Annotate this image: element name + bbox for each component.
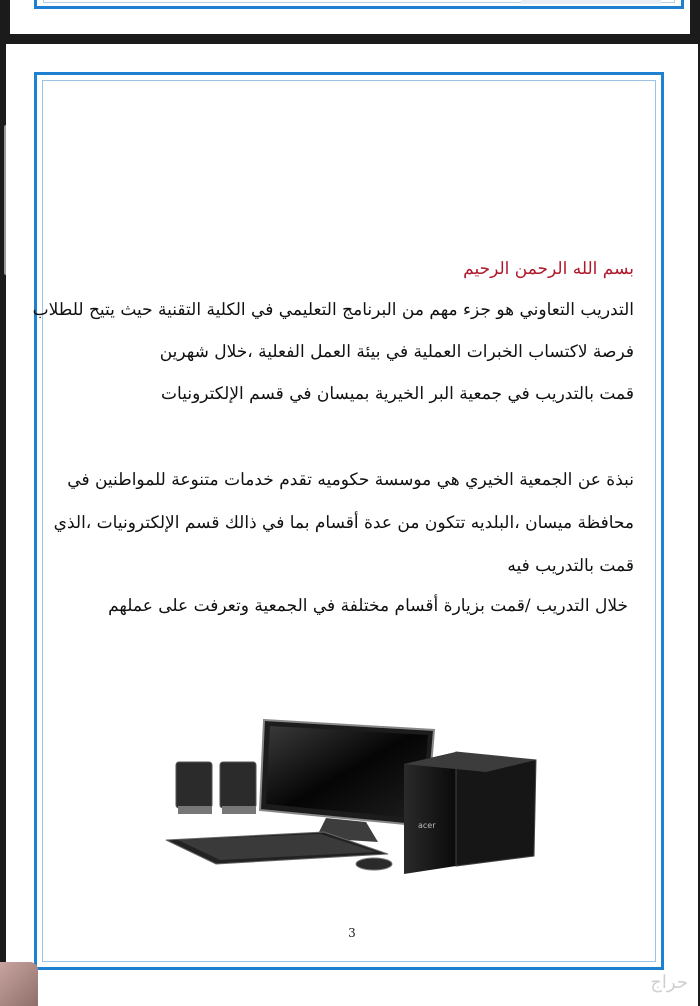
watermark: حراج: [650, 972, 688, 993]
paragraph2-line1: نبذة عن الجمعية الخيري هي موسسة حكوميه تقدم خدمات متنوعة للمواطنين في: [67, 470, 634, 490]
previous-page-shade: [521, 0, 661, 4]
speaker-right-icon: [220, 762, 256, 814]
thumbnail-preview[interactable]: [0, 962, 38, 1006]
page-number: 3: [348, 926, 356, 940]
pc-tower-icon: [404, 752, 536, 874]
document-page: [6, 44, 698, 1006]
brand-label: acer: [418, 821, 436, 830]
paragraph2-line2: محافظة ميسان ،البلديه تتكون من عدة أقسام بما في ذالك قسم الإلكترونيات ،الذي: [53, 513, 634, 533]
paragraph2-line3: قمت بالتدريب فيه: [507, 556, 634, 576]
paragraph1-line2: فرصة لاكتساب الخبرات العملية في بيئة العمل الفعلية ،خلال شهرين: [159, 342, 634, 362]
speaker-left-icon: [176, 762, 212, 814]
basmala-heading: بسم الله الرحمن الرحيم: [463, 259, 634, 279]
previous-page-fragment: [10, 0, 690, 34]
mouse-icon: [356, 858, 392, 870]
paragraph1-line1: التدريب التعاوني هو جزء مهم من البرنامج التعليمي في الكلية التقنية حيث يتيح للطلاب: [32, 300, 634, 320]
previous-page-border: [34, 0, 684, 9]
paragraph1-line3: قمت بالتدريب في جمعية البر الخيرية بميسان في قسم الإلكترونيات: [161, 384, 634, 404]
paragraph2-line4: خلال التدريب /قمت بزيارة أقسام مختلفة في الجمعية وتعرفت على عملهم: [108, 596, 628, 616]
desktop-computer-icon: [156, 714, 546, 874]
